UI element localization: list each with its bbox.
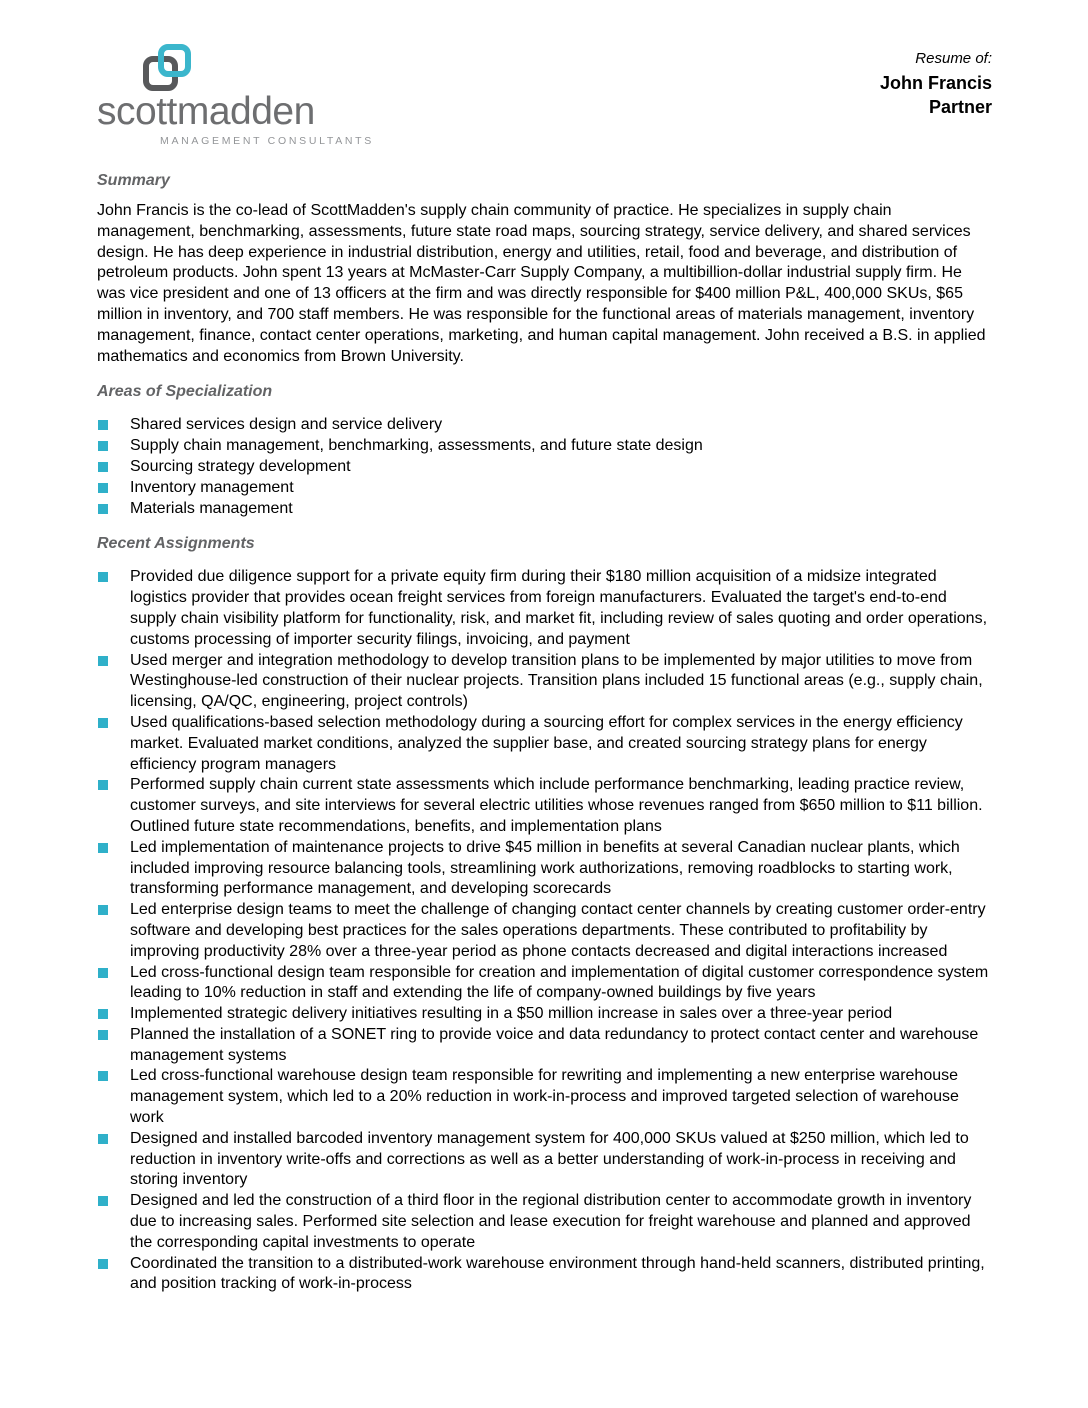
list-item-text: Coordinated the transition to a distributed-work warehouse environment through hand-held scanners, distributed printing, and position tracking of work-in-process <box>130 1254 985 1293</box>
list-item <box>97 567 992 650</box>
list-item <box>97 713 992 775</box>
list-item-text: Led implementation of maintenance projects to drive $45 million in benefits at several Canadian nuclear plants, which included improving resource balancing tools, streamlining work authorizations, removing roadblocks to starting work, transforming performance management, and developing scorecards <box>130 838 960 898</box>
bullet-square-icon <box>98 718 108 728</box>
section-heading-assignments: Recent Assignments <box>97 535 255 553</box>
list-item-text: Used qualifications-based selection methodology during a sourcing effort for complex services in the energy efficiency market. Evaluated market conditions, analyzed the supplier base, and created sourcing strategy plans for energy efficiency program managers <box>130 713 963 773</box>
list-item-text: Provided due diligence support for a private equity firm during their $180 million acquisition of a midsize integrated logistics provider that provides ocean freight services from foreign manufacturers. Evaluated the target's end-to-end supply chain visibility platform for functionality, risk, and market fit, including review of sales quoting and order operations, customs processing of importer security filings, invoicing, and payment <box>130 568 988 648</box>
specialization-section <box>97 383 992 519</box>
logo-squares-icon <box>143 44 233 91</box>
list-item-text: Designed and installed barcoded inventory management system for 400,000 SKUs valued at $250 million, which led to reduction in inventory write-offs and corrections as well as a better understanding of work-in-process in receiving and storing inventory <box>130 1129 969 1189</box>
list-item-text: Led cross-functional design team responsible for creation and implementation of digital customer correspondence system leading to 10% reduction in staff and extending the life of company-owned buildings by five years <box>130 963 989 1002</box>
list-item <box>97 478 992 499</box>
section-heading-summary: Summary <box>97 172 170 189</box>
list-item <box>97 1025 992 1067</box>
list-item-text: Planned the installation of a SONET ring to provide voice and data redundancy to protect contact center and warehouse management systems <box>130 1025 979 1064</box>
summary-paragraph: John Francis is the co-lead of ScottMadden's supply chain community of practice. He specializes in supply chain management, benchmarking, assessments, future state road maps, sourcing strategy, service delivery, and shared services design. He has deep experience in industrial distribution, energy and utilities, retail, food and beverage, and distribution of petroleum products. John spent 13 years at McMaster-Carr Supply Company, a multibillion-dollar industrial supply firm. He was vice president and one of 13 officers at the firm and was directly responsible for $400 million P&L, 400,000 SKUs, $65 million in inventory, and 700 staff members. He was responsible for the functional areas of materials management, inventory management, finance, contact center operations, marketing, and human capital management. John received a B.S. in applied mathematics and economics from Brown University. <box>97 202 986 365</box>
list-item <box>97 775 992 837</box>
bullet-square-icon <box>98 905 108 915</box>
list-item-text: Implemented strategic delivery initiatives resulting in a $50 million increase in sales over a three-year period <box>130 1005 893 1023</box>
list-item <box>97 1004 992 1025</box>
bullet-square-icon <box>98 1196 108 1206</box>
bullet-square-icon <box>98 1071 108 1081</box>
list-item-text: Designed and led the construction of a third floor in the regional distribution center to accommodate growth in inventory due to increasing sales. Performed site selection and lease execution for freight warehouse and planned and approved the corresponding capital investments to operate <box>130 1192 972 1251</box>
list-item-text: Inventory management <box>130 478 294 496</box>
list-item <box>97 651 992 713</box>
list-item <box>97 415 992 436</box>
bullet-square-icon <box>98 504 108 514</box>
bullet-square-icon <box>98 572 108 582</box>
list-item-text: Led cross-functional warehouse design team responsible for rewriting and implementing a new enterprise warehouse management system, which led to a 20% reduction in work-in-process and improved targeted selection of warehouse work <box>130 1067 959 1127</box>
list-item <box>97 838 992 900</box>
list-item <box>97 1254 992 1296</box>
resume-of-block <box>880 44 992 119</box>
list-item-text: Used merger and integration methodology to develop transition plans to be implemented by major utilities to move from Westinghouse-led construction of their nuclear projects. Transition plans included 15 functional areas (e.g., supply chain, licensing, QA/QC, engineering, project controls) <box>130 651 983 711</box>
bullet-square-icon <box>98 1030 108 1040</box>
list-item-text: Supply chain management, benchmarking, assessments, and future state design <box>130 437 703 455</box>
list-item <box>97 900 992 962</box>
list-item-text: Shared services design and service delivery <box>130 416 443 434</box>
list-item <box>97 963 992 1005</box>
bullet-square-icon <box>98 441 108 451</box>
bullet-square-icon <box>98 656 108 666</box>
resume-of-label: Resume of: <box>915 50 992 67</box>
list-item <box>97 436 992 457</box>
logo-tagline: MANAGEMENT CONSULTANTS <box>160 135 374 147</box>
person-name: John Francis <box>879 72 992 93</box>
list-item <box>97 1066 992 1128</box>
scottmadden-logo <box>97 44 374 147</box>
bullet-square-icon <box>98 968 108 978</box>
list-item-text: Led enterprise design teams to meet the challenge of changing contact center channels by creating customer order-entry software and developing best practices for the sales operations departments. These contributed to profitability by improving productivity 28% over a three-year period as phone contacts decreased and digital interactions increased <box>130 901 986 960</box>
list-item-text: Sourcing strategy development <box>130 457 351 475</box>
assignments-section <box>97 535 992 1295</box>
bullet-square-icon <box>98 1134 108 1144</box>
bullet-square-icon <box>98 780 108 790</box>
bullet-square-icon <box>98 1009 108 1019</box>
bullet-square-icon <box>98 420 108 430</box>
summary-section <box>97 172 992 367</box>
logo-wordmark: scottmadden <box>97 90 315 133</box>
list-item-text: Materials management <box>130 499 293 517</box>
person-title: Partner <box>928 96 992 117</box>
section-heading-specialization: Areas of Specialization <box>97 383 273 401</box>
bullet-square-icon <box>98 843 108 853</box>
page-header <box>97 44 992 156</box>
list-item-text: Performed supply chain current state assessments which include performance benchmarking, leading practice review, customer surveys, and site interviews for several electric utilities whose revenues ranged from $650 million to $11 billion. Outlined future state recommendations, benefits, and implementation plans <box>130 776 983 835</box>
list-item <box>97 1129 992 1191</box>
list-item <box>97 499 992 520</box>
bullet-square-icon <box>98 483 108 493</box>
bullet-square-icon <box>98 462 108 472</box>
specialization-list <box>97 415 992 519</box>
list-item <box>97 457 992 478</box>
teal-square-icon <box>158 44 191 77</box>
list-item <box>97 1191 992 1253</box>
bullet-square-icon <box>98 1259 108 1269</box>
assignments-list <box>97 567 992 1295</box>
